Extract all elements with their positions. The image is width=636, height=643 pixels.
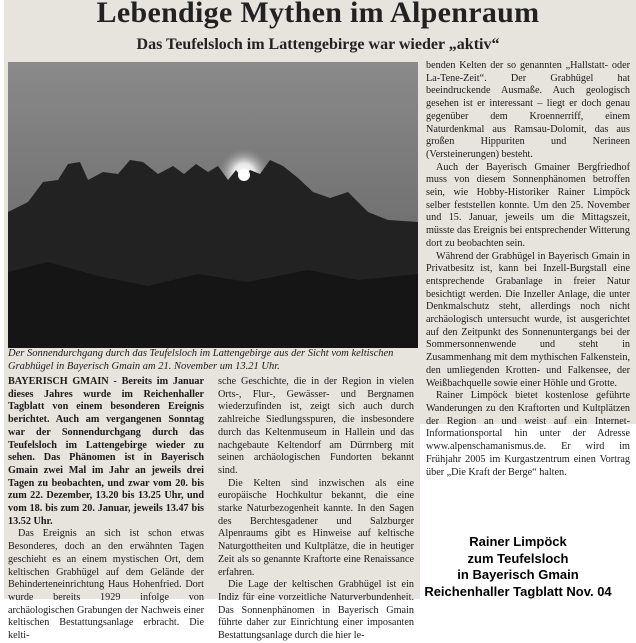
article-column-1 [8, 376, 204, 643]
paragraph: Rainer Limpöck bietet kostenlose geführte Wanderungen zu den Kraftorten und Kultplätzen der Region an und weist auf ein Internet-Informationsportal hin unter der Adresse www.alpenschamanismus.de. Er wird im Frühjahr 2005 im Kurgastzentrum einen Vortrag über „Die Kraft der Berge“ halten. [426, 390, 630, 478]
lead-text: - Bereits im Januar dieses Jahres wurde im Reichenhaller Tagblatt von einem besonderen Ereignis berichtet. Auch am vergangenen Sonntag war der Sonnendurchgang durch das Teufelsloch im Lattengebirge wieder zu sehen. Das Phänomen ist in Bayerisch Gmain zwei Mal im Jahr an jeweils drei Tagen zu beobachten, und zwar vom 20. bis zum 22. Dezember, 13.20 bis 13.25 Uhr, und vom 18. bis zum 20. Januar, jeweils 13.47 bis 13.52 Uhr. [8, 376, 204, 527]
subheadline: Das Teufelsloch im Lattengebirge war wieder „aktiv“ [136, 36, 500, 53]
paragraph: Die Kelten sind inzwischen als eine europäische Hochkultur bekannt, die eine starke Naturbezogenheit kannte. In den Sagen des Berchtesgadener und Salzburger Alpenraums gibt es Hinweise auf keltische Naturgottheiten und Kultplätze, die in heutiger Zeit als so genannte Kraftorte eine Renaissance erfahren. [218, 477, 414, 578]
paragraph: Auch der Bayerisch Gmainer Bergfriedhof muss von diesem Sonnenphänomen betroffen sein, wie Hobby-Historiker Rainer Limpöck selber feststellen konnte. Um den 25. November und 15. Januar, jeweils um die Mittagszeit, müsste das Ereignis bei entsprechender Witterung dort zu beobachten sein. [426, 161, 630, 249]
paragraph: Die Lage der keltischen Grabhügel ist ein Indiz für eine vorzeitliche Naturverbundenheit. Das Sonnenphänomen in Bayerisch Gmain führte daher zur Einrichtung einer imposanten Bestattungsanlage durch die hier le- [218, 579, 414, 642]
credit-topic: zum Teufelsloch [467, 550, 569, 566]
credit-source: Reichenhaller Tagblatt Nov. 04 [424, 583, 612, 599]
lead-paragraph [8, 376, 204, 528]
credit-author: Rainer Limpöck [469, 534, 567, 549]
article-column-2 [218, 376, 414, 643]
photo-caption: Der Sonnendurchgang durch das Teufelsloch im Lattengebirge aus der Sicht vom keltischen Grabhügel in Bayerisch Gmain am 21. November um 13.21 Uhr. [8, 348, 394, 372]
paragraph: sche Geschichte, die in der Region in vielen Orts-, Flur-, Gewässer- und Bergnamen wiederzufinden ist, zeigt sich auch durch zahlreiche Siedlungsspuren, die insbesondere durch das Keltenmuseum in Hallein und das nachgebaute Keltendorf am Dürrnberg mit seinen archäologischen Fundorten bekannt sind. [218, 376, 414, 476]
paragraph: benden Kelten der so genannten „Hallstatt- oder La-Tene-Zeit“. Der Grabhügel hat beeindruckende Ausmaße. Auch geologisch gesehen ist er interessant – liegt er doch genau gegenüber dem Kroennerriff, einem Naturdenkmal aus Ramsau-Dolomit, das aus großen Hippuriten und Nerineen (Versteinerungen) besteht. [426, 60, 630, 160]
paragraph: Während der Grabhügel in Bayerisch Gmain in Privatbesitz ist, kann bei Inzell-Burgstall eine entsprechende Grabanlage in freier Natur besichtigt werden. Die Inzeller Anlage, die unter Denkmalschutz steht, allerdings noch nicht archäologisch untersucht wurde, ist ausgerichtet auf den Zeitpunkt des Sonnenuntergangs bei der Sommersonnenwende und steht in Zusammenhang mit dem mythischen Falkenstein, den umliegenden Krotten- und Falkensee, der Weißbachquelle sowie einer Höhle und Grotte. [426, 250, 630, 389]
headline: Lebendige Mythen im Alpenraum [96, 0, 540, 29]
photo-teufelsloch [8, 62, 418, 348]
source-credit [400, 534, 636, 600]
sun-core [238, 169, 250, 181]
dateline: BAYERISCH GMAIN [8, 376, 109, 387]
article-column-3 [426, 60, 630, 479]
credit-place: in Bayerisch Gmain [457, 567, 579, 582]
paragraph: Das Ereignis an sich ist schon etwas Besonderes, doch an den erwähnten Tagen geschieht es an einem mystischen Ort, dem keltischen Grabhügel auf dem Gelände der Behinderteneinrichtung Haus Hohenfried. Dort wurde bereits 1929 infolge von archäologischen Grabungen der Nachweis einer keltischen Bestattungsanlage erbracht. Die kelti- [8, 528, 204, 642]
